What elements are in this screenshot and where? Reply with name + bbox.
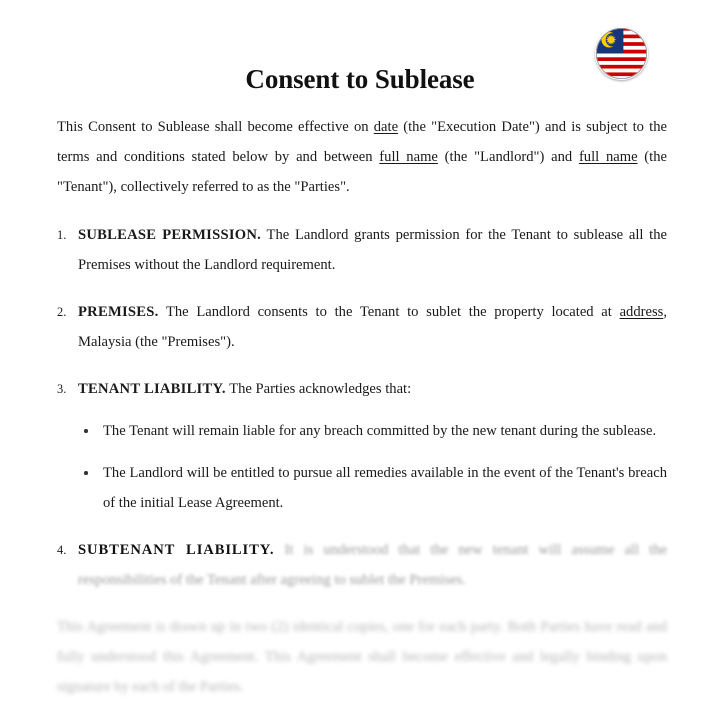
blank-tenant-name[interactable]: full name bbox=[578, 149, 638, 165]
clause-item-sublease-permission bbox=[57, 220, 667, 280]
intro-paragraph bbox=[57, 112, 667, 202]
intro-text-4: (the "Tenant"), collectively referred to as the "Parties". bbox=[57, 149, 667, 195]
intro-text-2: (the "Execution Date") and is subject to the terms and conditions stated below by and between bbox=[57, 119, 667, 165]
clause-list bbox=[57, 220, 667, 595]
blank-address[interactable]: address bbox=[619, 304, 664, 320]
clause-body-sublease-permission: The Landlord grants permission for the Tenant to sublease all the Premises without the Landlord requirement. bbox=[78, 227, 667, 273]
tenant-liability-bullets bbox=[78, 416, 667, 518]
clause-heading-premises: PREMISES. bbox=[78, 304, 159, 320]
clause-heading-tenant-liability: TENANT LIABILITY. bbox=[78, 381, 226, 397]
document-header bbox=[0, 0, 720, 104]
clause-body-premises-after: , Malaysia (the "Premises"). bbox=[78, 304, 667, 350]
intro-text-3: (the "Landlord") and bbox=[437, 149, 579, 165]
clause-item-premises bbox=[57, 297, 667, 357]
intro-text-1: This Consent to Sublease shall become effective on bbox=[57, 119, 374, 135]
list-item: The Landlord will be entitled to pursue all remedies available in the event of the Tenant's breach of the initial Lease Agreement. bbox=[78, 458, 667, 518]
blank-date[interactable]: date bbox=[373, 119, 399, 135]
clause-item-tenant-liability bbox=[57, 374, 667, 518]
clause-heading-subtenant-liability: SUBTENANT LIABILITY. bbox=[78, 542, 275, 558]
closing-paragraph: This Agreement is drawn up in two (2) identical copies, one for each party. Both Parties have read and fully understood this Agreement. This Agreement shall become effective and legally binding upon signature by each of the Parties. bbox=[57, 619, 667, 695]
clause-body-premises-before: The Landlord consents to the Tenant to sublet the property located at bbox=[158, 304, 620, 320]
page-title: Consent to Sublease bbox=[245, 64, 475, 95]
document-body bbox=[57, 112, 667, 720]
blank-landlord-name[interactable]: full name bbox=[379, 149, 438, 165]
malaysia-flag-icon bbox=[595, 27, 648, 80]
clause-body-subtenant-liability: It is understood that the new tenant will assume all the responsibilities of the Tenant after agreeing to sublet the Premises. bbox=[78, 542, 667, 588]
clause-body-tenant-liability: The Parties acknowledges that: bbox=[225, 381, 412, 397]
clause-item-subtenant-liability bbox=[57, 535, 667, 595]
clause-heading-sublease-permission: SUBLEASE PERMISSION. bbox=[78, 227, 262, 243]
list-item: The Tenant will remain liable for any breach committed by the new tenant during the sublease. bbox=[78, 416, 667, 446]
